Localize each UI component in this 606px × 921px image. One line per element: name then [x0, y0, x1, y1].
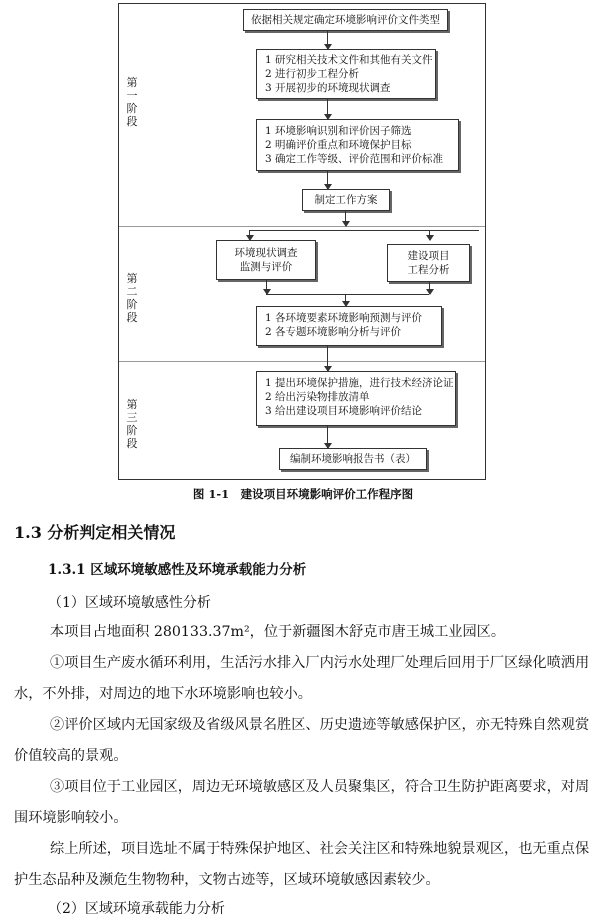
flow-arrow	[249, 230, 250, 240]
flow-arrow	[327, 346, 328, 371]
flow-connector	[249, 230, 479, 231]
paragraph: ①项目生产废水循环利用，生活污水排入厂内污水处理厂处理后回用于厂区绿化喷洒用水，不外排，对周边的地下水环境影响也较小。	[14, 655, 590, 702]
flow-connector	[266, 280, 267, 294]
flow-box-measures: 1 提出环境保护措施，进行技术经济论证 2 给出污染物排放清单 3 给出建设项目环境影响评价结论	[256, 371, 456, 426]
flow-box-determine-type: 依据相关规定确定环境影响评价文件类型	[243, 9, 448, 31]
section-title: 1.3 分析判定相关情况	[14, 523, 176, 542]
flow-arrow	[327, 31, 328, 49]
paragraph: ②评价区域内无国家级及省级风景名胜区、历史遗迹等敏感保护区，亦无特殊自然观赏价值较高的景观。	[14, 717, 590, 764]
flow-box-research: 1 研究相关技术文件和其他有关文件 2 进行初步工程分析 3 开展初步的环境现状调查	[256, 49, 436, 99]
flow-box-project-analysis: 建设项目 工程分析	[387, 244, 470, 282]
flow-box-prediction: 1 各环境要素环境影响预测与评价 2 各专题环境影响分析与评价	[256, 306, 442, 346]
flow-arrow	[429, 230, 430, 240]
stage-2-label: 第 二 阶 段	[126, 272, 138, 324]
figure-caption: 图 1-1 建设项目环境影响评价工作程序图	[192, 487, 414, 501]
stage-divider	[119, 361, 485, 362]
item-2-title: （2）区域环境承载能力分析	[48, 901, 225, 917]
flow-box-report: 编制环境影响报告书（表）	[279, 448, 427, 470]
paragraph: 本项目占地面积 280133.37m²，位于新疆图木舒克市唐王城工业园区。	[50, 624, 506, 640]
flow-arrow	[345, 294, 346, 306]
stage-1-label: 第 一 阶 段	[126, 76, 138, 128]
flow-connector	[266, 294, 429, 295]
item-1-title: （1）区域环境敏感性分析	[48, 595, 211, 611]
flow-connector	[429, 282, 430, 294]
paragraph: 综上所述，项目选址不属于特殊保护地区、社会关注区和特殊地貌景观区，也无重点保护生态品种及濒危生物物种，文物古迹等，区域环境敏感因素较少。	[14, 841, 590, 888]
flow-box-status-survey: 环境现状调查 监测与评价	[216, 240, 316, 280]
flow-arrow	[327, 99, 328, 119]
flowchart	[118, 3, 486, 480]
flow-arrow	[327, 171, 328, 189]
flow-arrow	[327, 426, 328, 448]
flow-box-identification: 1 环境影响识别和评价因子筛选 2 明确评价重点和环境保护目标 3 确定工作等级、评价范围和评价标准	[256, 119, 459, 171]
stage-divider	[119, 226, 485, 227]
flow-connector	[345, 211, 346, 226]
subsection-title: 1.3.1 区域环境敏感性及环境承载能力分析	[48, 562, 307, 578]
flow-box-work-plan: 制定工作方案	[302, 189, 390, 211]
stage-3-label: 第 三 阶 段	[126, 398, 138, 450]
paragraph: ③项目位于工业园区，周边无环境敏感区及人员聚集区，符合卫生防护距离要求，对周围环境影响较小。	[14, 779, 590, 826]
